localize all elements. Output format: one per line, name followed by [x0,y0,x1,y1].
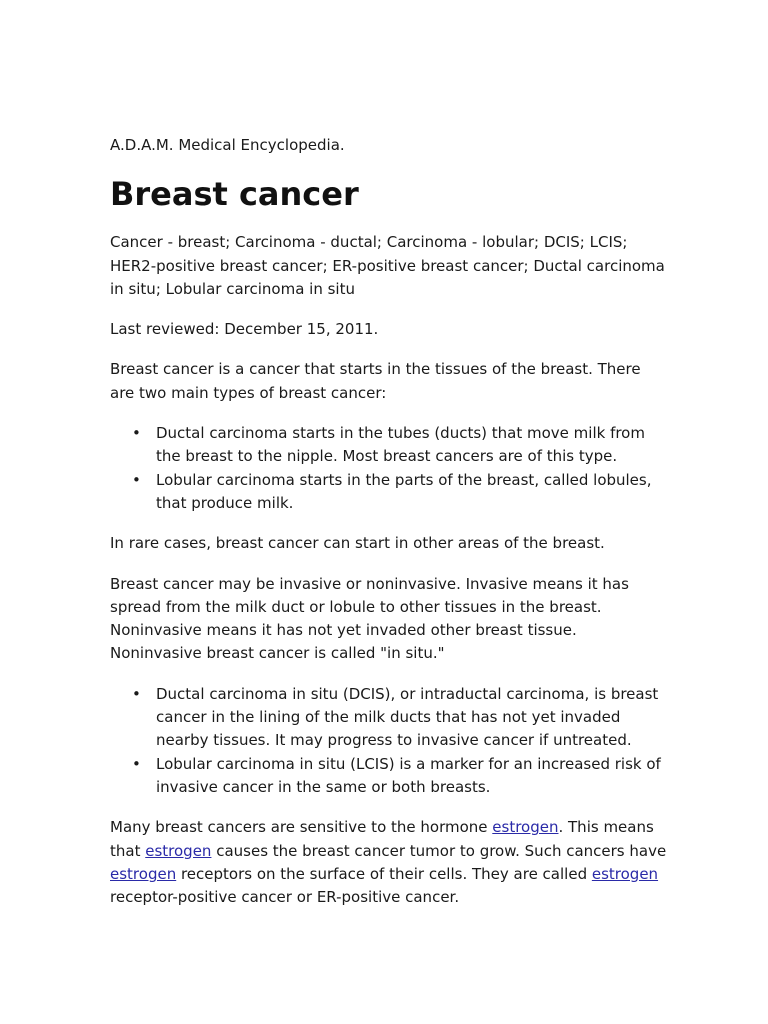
intro-paragraph: Breast cancer is a cancer that starts in the tissues of the breast. There are two main types of breast cancer: [110,360,641,402]
estrogen-paragraph [110,816,668,909]
estrogen-text-4: receptors on the surface of their cells. They are called [176,864,592,883]
cancer-types-list [110,422,668,515]
invasive-paragraph: Breast cancer may be invasive or noninvasive. Invasive means it has spread from the milk duct or lobule to other tissues in the breast. Noninvasive means it has not yet invaded other breast tissue. Noninvasive breast cancer is called "in situ." [110,574,629,663]
page-title: Breast cancer [110,175,359,214]
source-attribution: A.D.A.M. Medical Encyclopedia. [110,136,345,154]
list-item: • Lobular carcinoma starts in the parts of the breast, called lobules, that produce milk. [156,469,668,516]
estrogen-text-3: causes the breast cancer tumor to grow. Such cancers have [211,841,667,860]
list-item: • Ductal carcinoma in situ (DCIS), or intraductal carcinoma, is breast cancer in the lining of the milk ducts that has not yet invaded nearby tissues. It may progress to invasive cancer if untreated. [156,683,668,753]
estrogen-text-5: receptor-positive cancer or ER-positive cancer. [110,888,460,907]
alternate-names: Cancer - breast; Carcinoma - ductal; Carcinoma - lobular; DCIS; LCIS; HER2-positive breast cancer; ER-positive breast cancer; Ductal carcinoma in situ; Lobular carcinoma in situ [110,233,665,298]
estrogen-text-1: Many breast cancers are sensitive to the hormone [110,818,493,837]
list-item: • Lobular carcinoma in situ (LCIS) is a marker for an increased risk of invasive cancer in the same or both breasts. [156,753,668,800]
list-item: • Ductal carcinoma starts in the tubes (ducts) that move milk from the breast to the nipple. Most breast cancers are of this type. [156,422,668,469]
last-reviewed: Last reviewed: December 15, 2011. [110,320,379,339]
estrogen-text-2: . This means that [110,818,654,860]
estrogen-link-1[interactable]: estrogen [492,818,559,837]
estrogen-link-2[interactable]: estrogen [145,841,212,860]
in-situ-list [110,683,668,799]
rare-cases-paragraph: In rare cases, breast cancer can start in other areas of the breast. [110,534,605,553]
estrogen-link-4[interactable]: estrogen [591,864,659,883]
estrogen-link-3[interactable]: estrogen [110,864,177,883]
